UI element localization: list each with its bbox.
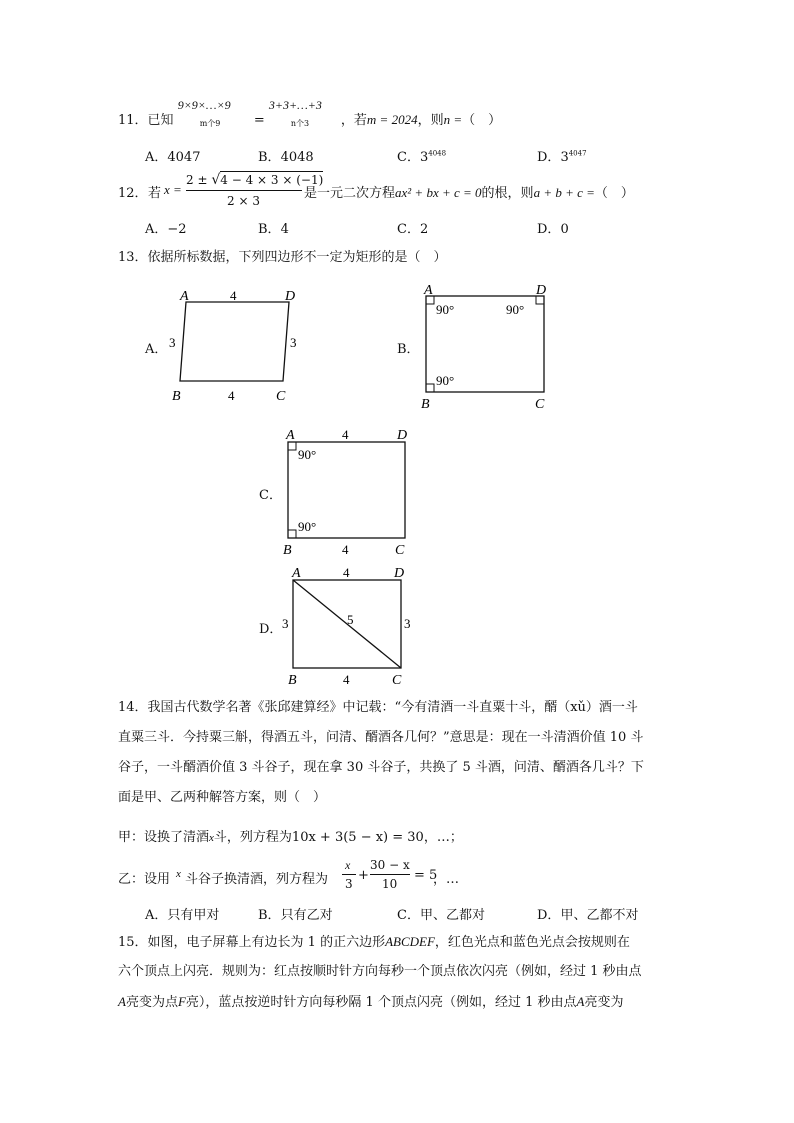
q12-sqrt-icon: √ bbox=[211, 172, 221, 188]
q13-b-vertex-d: D bbox=[536, 283, 547, 298]
q13-option-b-label[interactable]: B． bbox=[397, 342, 420, 357]
q15-line-1: 15．如图，电子屏幕上有边长为 1 的正六边形ABCDEF，红色光点和蓝色光点会按规则在 bbox=[118, 934, 630, 950]
q13-c-angle-b: 90° bbox=[298, 519, 317, 534]
q14-jia-equation: 10x + 3(5 − x) = 30 bbox=[291, 830, 424, 845]
q14-line-4: 面是甲、乙两种解答方案，则（ ） bbox=[118, 790, 327, 805]
q13-figure-a bbox=[160, 284, 310, 406]
q11-n-eq: n = bbox=[443, 112, 463, 127]
q11-m-eq: m = 2024 bbox=[366, 112, 418, 127]
q13-a-vertex-d: D bbox=[285, 289, 296, 304]
q13-figure-c bbox=[280, 424, 420, 558]
q12-fraction-bar bbox=[186, 190, 302, 191]
q13-option-a-label[interactable]: A． bbox=[145, 342, 168, 357]
q14-jia-var: x bbox=[209, 832, 214, 844]
q13-d-right: 3 bbox=[404, 616, 411, 631]
q13-figure-a-parallelogram bbox=[180, 302, 289, 381]
q12-radicand: 4 − 4 × 3 × (−1) bbox=[220, 173, 324, 187]
q13-a-vertex-b: B bbox=[172, 389, 181, 404]
q13-d-vertex-b: B bbox=[288, 673, 297, 688]
q11-expr-right-text: 3+3+…+3 bbox=[268, 98, 322, 112]
q14-option-b[interactable]: B．只有乙对 bbox=[258, 908, 333, 923]
q14-line-3: 谷子，一斗醑酒价值 3 斗谷子，现在拿 30 斗谷子，共换了 5 斗酒，问清、醑酒各几斗？下 bbox=[118, 760, 644, 775]
q12-numerator: 2 ± √4 − 4 × 3 × (−1) bbox=[186, 172, 324, 188]
q13-a-left: 3 bbox=[169, 335, 176, 350]
q13-c-vertex-c: C bbox=[395, 543, 405, 558]
q12-option-c[interactable]: C．2 bbox=[397, 222, 429, 237]
q14-yi-frac1: x 3 bbox=[342, 858, 356, 892]
q12-option-d[interactable]: D．0 bbox=[537, 222, 569, 237]
q13-stem: 13．依据所标数据，下列四边形不一定为矩形的是（ ） bbox=[118, 250, 447, 265]
q13-b-vertex-b: B bbox=[421, 397, 430, 412]
q13-b-right-angle-b bbox=[426, 384, 434, 392]
q13-b-vertex-a: A bbox=[424, 283, 433, 298]
q13-a-right: 3 bbox=[290, 335, 297, 350]
q13-c-right-angle-a bbox=[288, 442, 296, 450]
q13-d-left: 3 bbox=[282, 616, 289, 631]
q13-d-vertex-a: A bbox=[292, 566, 301, 581]
q13-c-right-angle-b bbox=[288, 530, 296, 538]
q11-option-d[interactable]: D．$3^{4047}$ bbox=[537, 149, 587, 165]
q12-denominator: 2 × 3 bbox=[227, 194, 260, 208]
q13-b-vertex-c: C bbox=[535, 397, 545, 412]
q11-paren: （ ） bbox=[462, 113, 502, 128]
q11-equals: = bbox=[253, 113, 265, 128]
q13-c-top: 4 bbox=[342, 427, 349, 442]
q13-a-vertex-a: A bbox=[180, 289, 189, 304]
q13-c-angle-a: 90° bbox=[298, 447, 317, 462]
q11-number: 11． bbox=[118, 113, 148, 128]
q13-d-bottom: 4 bbox=[343, 672, 350, 687]
q13-a-top: 4 bbox=[230, 288, 237, 303]
q12-prefix: 若 bbox=[148, 186, 162, 201]
q13-a-vertex-c: C bbox=[276, 389, 286, 404]
q14-jia: 甲：设换了清酒x斗，列方程为10x + 3(5 − x) = 30，…； bbox=[118, 830, 463, 845]
q14-yi-var: x bbox=[176, 868, 181, 880]
q14-yi-frac2: 30 − x 10 bbox=[370, 858, 410, 891]
q15-hexagon-name: ABCDEF bbox=[385, 934, 435, 949]
q12-option-b[interactable]: B．4 bbox=[258, 222, 289, 237]
q13-d-diagonal: 5 bbox=[347, 612, 354, 627]
q11-option-a[interactable]: A．4047 bbox=[145, 150, 201, 165]
q12-x-eq: x = bbox=[164, 182, 182, 197]
q13-c-vertex-b: B bbox=[283, 543, 292, 558]
q11-expr-left-brace: m个9 bbox=[199, 119, 221, 128]
q13-option-d-label[interactable]: D． bbox=[259, 622, 283, 637]
q14-line-2: 直粟三斗．今持粟三斛，得酒五斗，问清、醑酒各几何？”意思是：现在一斗清酒价值 10 斗 bbox=[118, 730, 644, 745]
q14-option-c[interactable]: C．甲、乙都对 bbox=[397, 908, 485, 923]
q13-c-bottom: 4 bbox=[342, 542, 349, 557]
q12-ask: a + b + c = bbox=[533, 185, 595, 200]
q15-line-2: 六个顶点上闪亮．规则为：红点按顺时针方向每秒一个顶点依次闪亮（例如，经过 1 秒由点 bbox=[118, 964, 642, 979]
q13-d-vertex-c: C bbox=[392, 673, 402, 688]
q13-c-vertex-d: D bbox=[397, 428, 408, 443]
q13-b-angle-a: 90° bbox=[436, 302, 455, 317]
q13-b-angle-d: 90° bbox=[506, 302, 525, 317]
q13-figure-d bbox=[280, 562, 420, 688]
q11-expr-right bbox=[268, 98, 341, 128]
q11-expr-left bbox=[177, 98, 250, 128]
q11-stem bbox=[118, 98, 502, 132]
q14-option-d[interactable]: D．甲、乙都不对 bbox=[537, 908, 639, 923]
q11-then: ，则 bbox=[417, 113, 444, 128]
q12-option-a[interactable]: A．−2 bbox=[145, 222, 187, 237]
q12-equation: ax² + bx + c = 0 bbox=[395, 185, 482, 200]
q13-b-angle-b: 90° bbox=[436, 373, 455, 388]
q11-option-c[interactable]: C．$3^{4048}$ bbox=[397, 149, 447, 165]
q12-fraction bbox=[186, 172, 324, 210]
q11-expr-right-brace: n个3 bbox=[290, 119, 310, 128]
q11-prefix: 已知 bbox=[147, 113, 174, 128]
q13-option-c-label[interactable]: C． bbox=[259, 488, 282, 503]
q13-d-top: 4 bbox=[343, 565, 350, 580]
q13-figure-b bbox=[418, 280, 558, 412]
q11-expr-left-text: 9×9×…×9 bbox=[177, 98, 231, 112]
q14-option-a[interactable]: A．只有甲对 bbox=[145, 908, 220, 923]
q11-condition: ，若 bbox=[340, 113, 367, 128]
q12-middle: 是一元二次方程ax² + bx + c = 0的根，则a + b + c =（ ） bbox=[304, 185, 634, 201]
q13-c-vertex-a: A bbox=[286, 428, 295, 443]
q13-a-bottom: 4 bbox=[228, 388, 235, 403]
q15-line-3: A亮变为点F亮），蓝点按逆时针方向每秒隔 1 个顶点闪亮（例如，经过 1 秒由点A亮变为 bbox=[118, 994, 624, 1010]
q14-line-1: 14．我国古代数学名著《张邱建算经》中记载：“今有清酒一斗直粟十斗，醑（xǔ）酒一斗 bbox=[118, 700, 638, 715]
q11-option-b[interactable]: B．4048 bbox=[258, 150, 314, 165]
q13-d-vertex-d: D bbox=[394, 566, 405, 581]
q12-number: 12． bbox=[118, 186, 148, 201]
